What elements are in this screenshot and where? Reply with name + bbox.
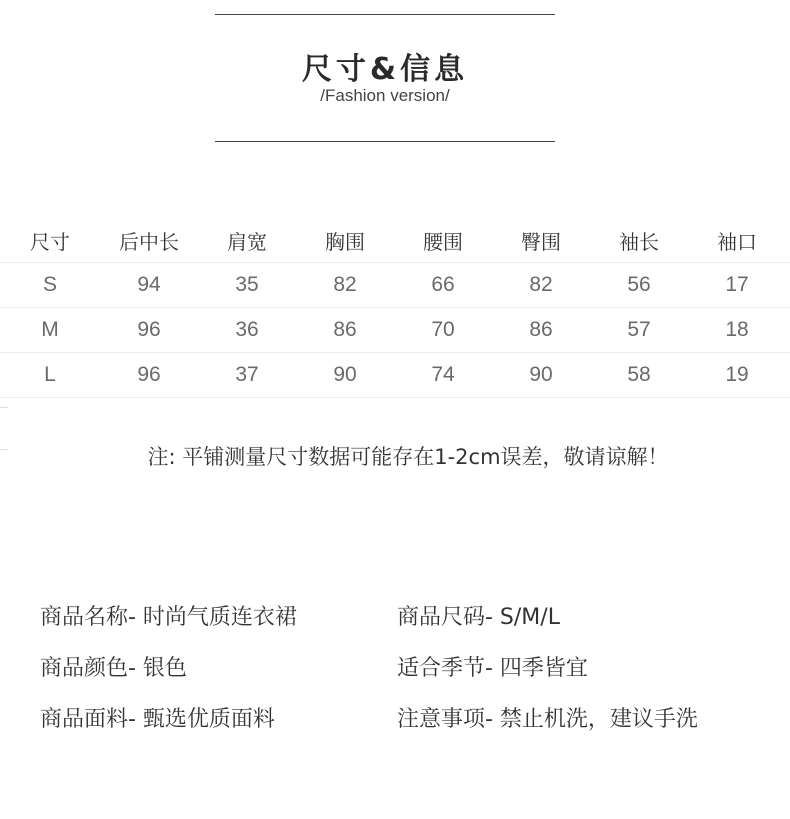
product-season-line: 适合季节- 四季皆宜 <box>397 656 588 681</box>
column-header: 后中长 <box>119 229 179 254</box>
column-header: 尺寸 <box>30 229 70 254</box>
table-cell: 96 <box>137 318 161 341</box>
header-top-divider <box>215 14 555 15</box>
table-row <box>0 263 790 308</box>
table-cell: 35 <box>235 273 259 296</box>
table-cell: 90 <box>529 363 553 386</box>
table-cell: 58 <box>627 363 651 386</box>
table-cell: 94 <box>137 273 161 296</box>
table-cell: 90 <box>333 363 357 386</box>
table-cell: 19 <box>725 363 749 386</box>
column-header: 腰围 <box>423 229 463 254</box>
product-fabric-line: 商品面料- 甄选优质面料 <box>40 707 275 732</box>
table-cell: 70 <box>431 318 455 341</box>
page-subtitle: /Fashion version/ <box>320 86 450 105</box>
table-cell: 66 <box>431 273 455 296</box>
table-cell: 96 <box>137 363 161 386</box>
table-cell: 82 <box>333 273 357 296</box>
size-table-header <box>0 218 790 263</box>
product-color-line: 商品颜色- 银色 <box>40 656 187 681</box>
column-header: 袖长 <box>619 229 659 254</box>
table-cell: 82 <box>529 273 553 296</box>
product-care-line: 注意事项- 禁止机洗，建议手洗 <box>397 707 698 732</box>
table-row <box>0 353 790 398</box>
column-header: 袖口 <box>717 229 757 254</box>
table-cell: S <box>42 273 57 296</box>
page-title: 尺寸&信息 <box>301 52 469 87</box>
table-row <box>0 308 790 353</box>
product-size-line: 商品尺码- S/M/L <box>397 605 560 630</box>
size-table <box>0 218 790 398</box>
table-cell: 36 <box>235 318 259 341</box>
table-cell: 74 <box>431 363 455 386</box>
table-cell: 57 <box>627 318 651 341</box>
column-header: 臀围 <box>521 229 561 254</box>
header-bottom-divider <box>215 141 555 142</box>
table-cell: 56 <box>627 273 651 296</box>
table-cell: 17 <box>725 273 749 296</box>
column-header: 胸围 <box>325 229 365 254</box>
table-cell: 86 <box>529 318 553 341</box>
column-header: 肩宽 <box>227 229 267 254</box>
product-name-line: 商品名称- 时尚气质连衣裙 <box>40 605 297 630</box>
table-cell: L <box>44 363 56 386</box>
table-cell: M <box>41 318 59 341</box>
table-cell: 37 <box>235 363 259 386</box>
table-cell: 86 <box>333 318 357 341</box>
table-cell: 18 <box>725 318 749 341</box>
measurement-note: 注: 平铺测量尺寸数据可能存在1-2cm误差，敬请谅解！ <box>147 445 669 469</box>
edge-divider <box>0 407 8 408</box>
